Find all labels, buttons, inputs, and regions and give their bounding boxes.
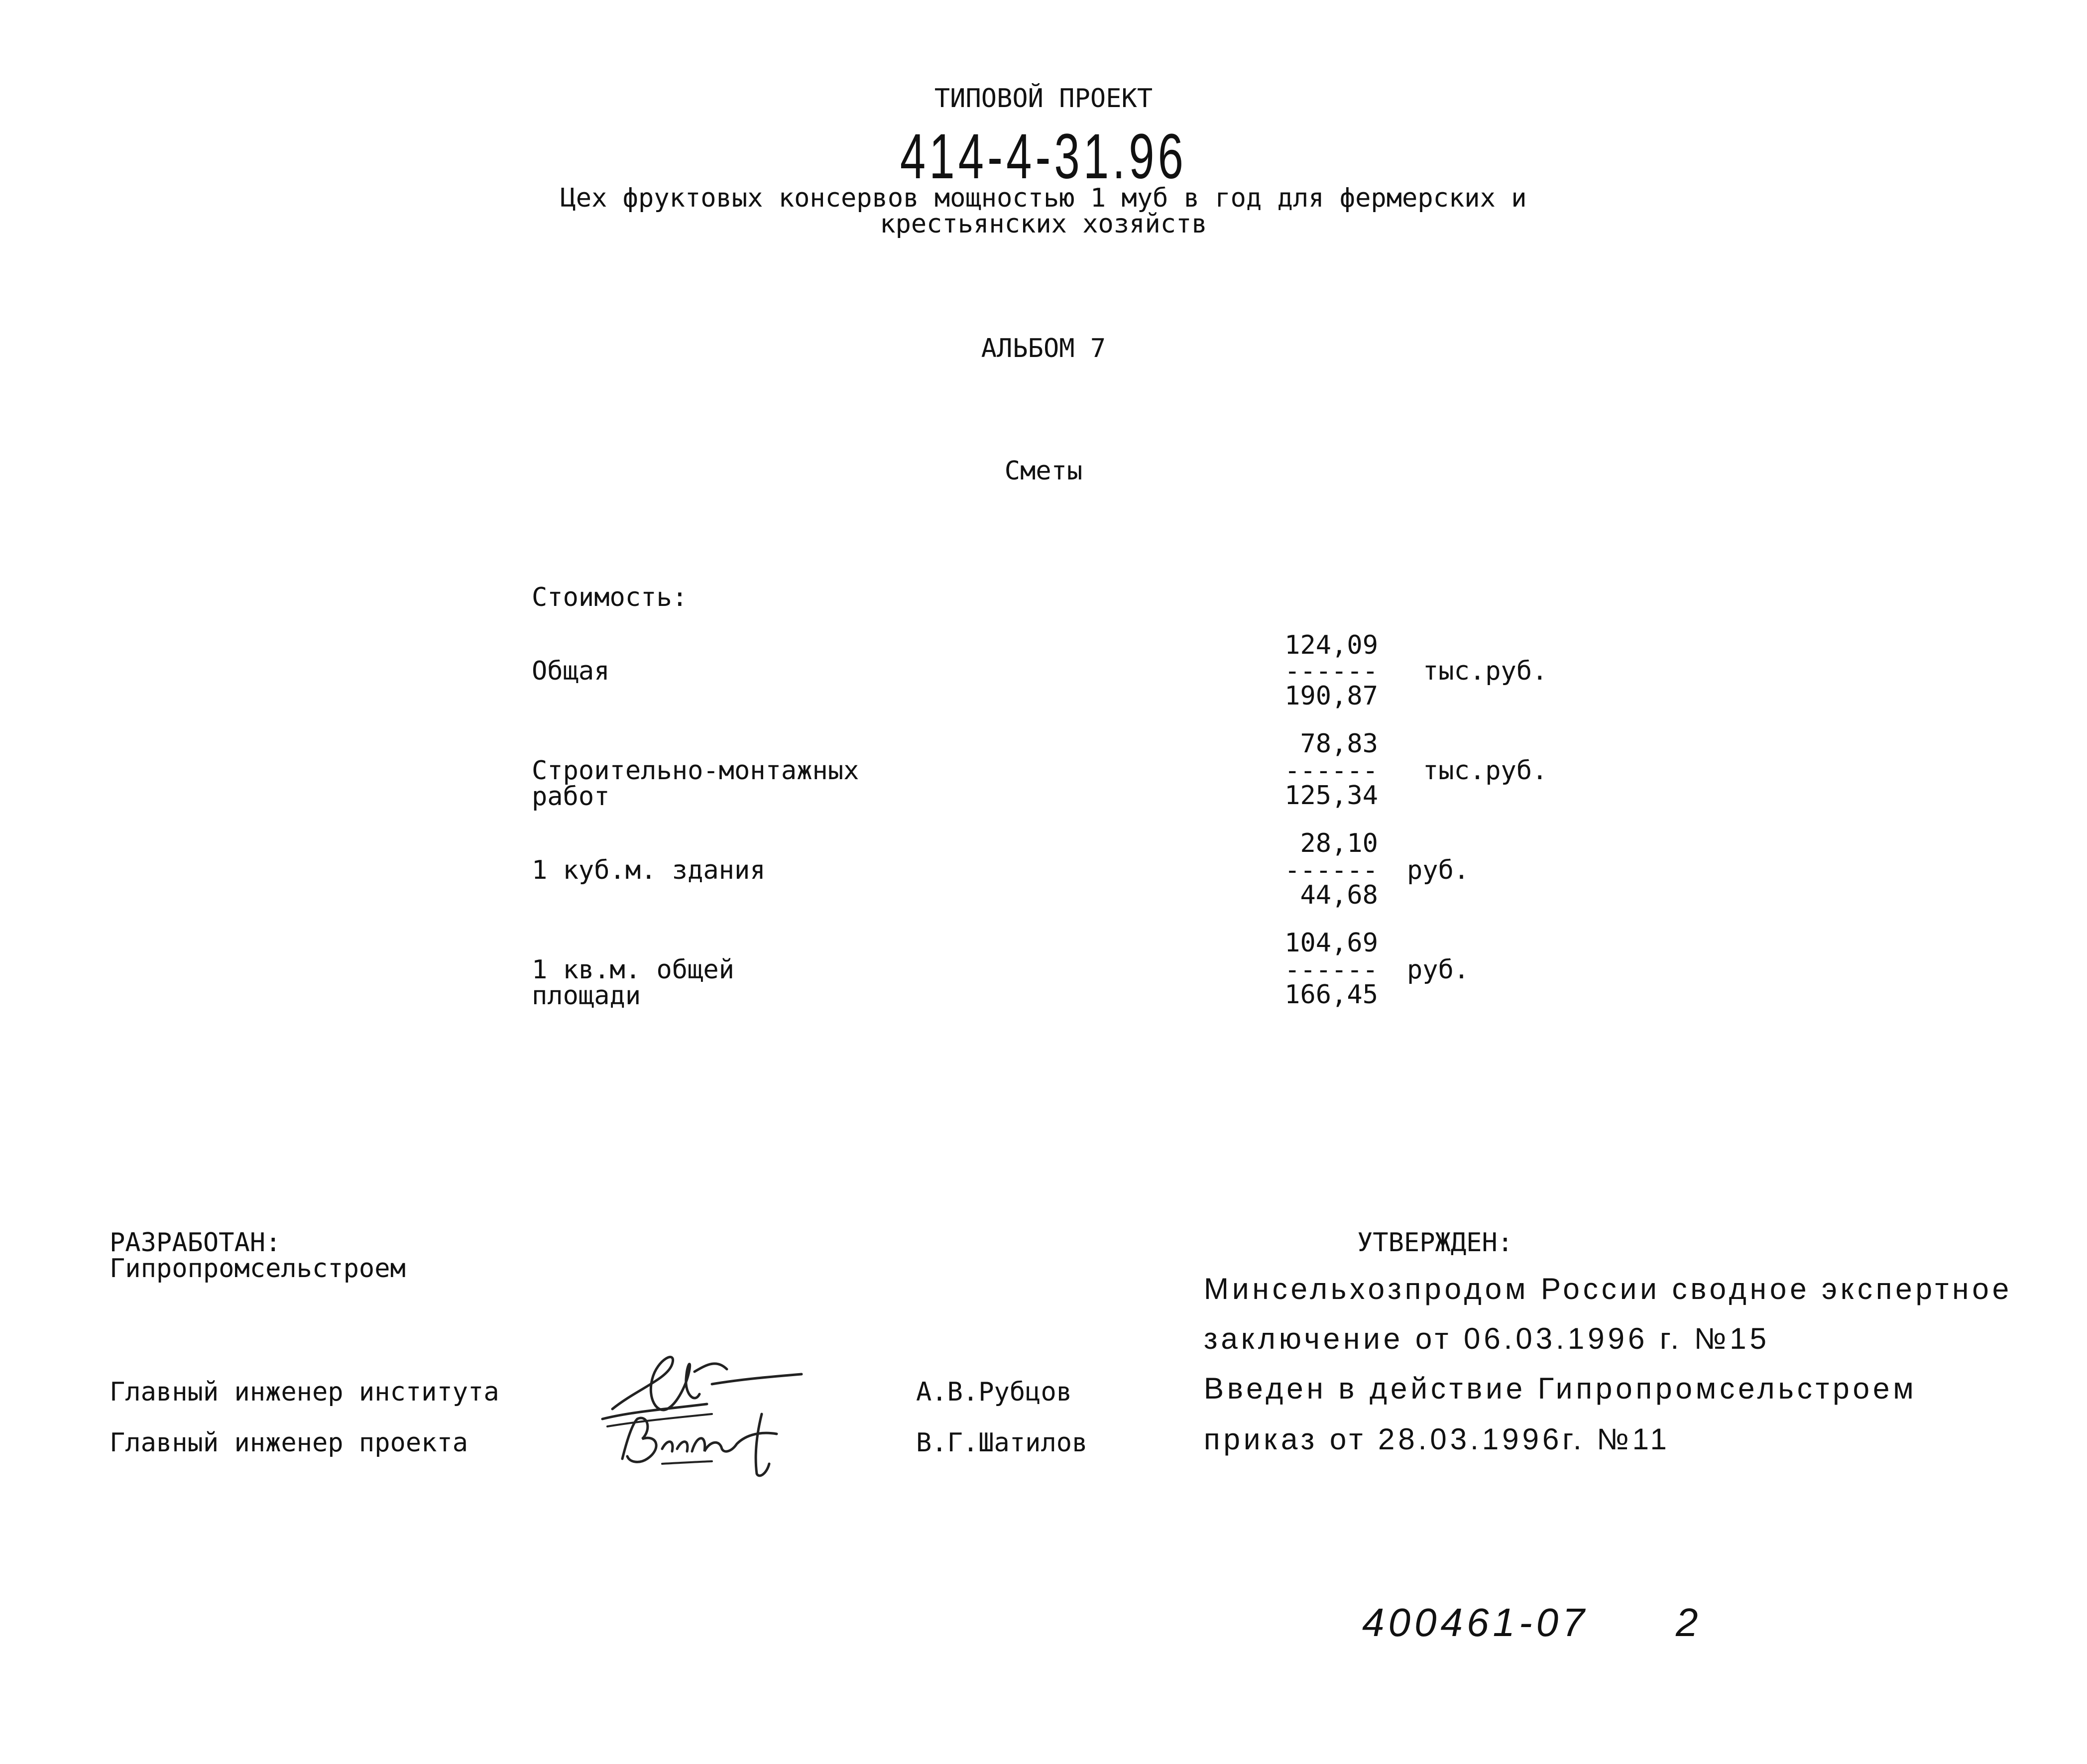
cost-unit: тыс.руб. [1423,656,1548,686]
cost-unit: руб. [1407,955,1470,985]
cost-value-top: 78,83 [1300,729,1378,759]
signatory-name-institute: А.В.Рубцов [916,1377,1072,1407]
album-label: АЛЬБОМ 7 [981,334,1106,363]
cost-label-continued: площади [532,981,641,1011]
cost-heading: Стоимость: [532,583,688,612]
section-title: Сметы [1004,456,1083,486]
cost-unit: тыс.руб. [1423,756,1548,786]
cost-value-top: 124,09 [1284,630,1378,660]
project-number: 414-4-31.96 [900,121,1187,192]
cost-value-top: 28,10 [1300,828,1378,858]
cost-label: 1 кв.м. общей [532,955,734,985]
approval-heading: УТВЕРЖДЕН: [1357,1228,1513,1258]
page-number: 2 [1676,1600,1698,1645]
project-description-line2: крестьянских хозяйств [880,209,1207,239]
cost-unit: руб. [1407,855,1470,885]
approval-line4: приказ от 28.03.1996г. №11 [1204,1422,1670,1456]
project-description-line1: Цех фруктовых консервов мощностью 1 муб в год для фермерских и [560,183,1527,213]
signatory-name-project: В.Г.Шатилов [916,1428,1088,1458]
cost-value-bottom: 44,68 [1300,880,1378,910]
fraction-separator: ------ [1284,756,1378,786]
developer-heading: РАЗРАБОТАН: [110,1228,281,1258]
signature-shatilov [612,1404,812,1484]
approval-line1: Минсельхозпродом России сводное экспертное [1204,1272,2013,1305]
cost-label: 1 куб.м. здания [532,855,766,885]
cost-value-bottom: 125,34 [1284,781,1378,811]
fraction-separator: ------ [1284,855,1378,885]
developer-organization: Гипропромсельстроем [110,1254,406,1284]
project-type-label: ТИПОВОЙ ПРОЕКТ [934,84,1153,114]
cost-label: Строительно-монтажных [532,756,859,786]
cost-value-bottom: 190,87 [1284,681,1378,711]
fraction-separator: ------ [1284,955,1378,985]
cost-label: Общая [532,656,610,686]
approval-line3: Введен в действие Гипропромсельстроем [1204,1372,1917,1405]
cost-value-top: 104,69 [1284,928,1378,958]
signatory-role-institute: Главный инженер института [110,1377,499,1407]
approval-line2: заключение от 06.03.1996 г. №15 [1204,1322,1770,1355]
cost-label-continued: работ [532,782,610,812]
signatory-role-project: Главный инженер проекта [110,1428,468,1458]
cost-value-bottom: 166,45 [1284,980,1378,1010]
inventory-number: 400461-07 [1362,1600,1589,1645]
fraction-separator: ------ [1284,656,1378,686]
